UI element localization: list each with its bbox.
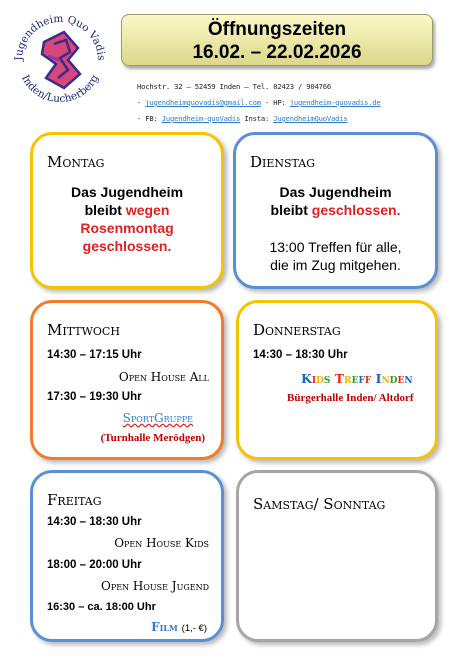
wednesday-location2: (Turnhalle Merödgen) [100, 432, 205, 444]
tuesday-line1: Das Jugendheim [279, 184, 392, 200]
thursday-location1: Bürgerhalle Inden/ Altdorf [287, 392, 414, 404]
monday-line4: geschlossen. [82, 238, 172, 254]
wednesday-event1: Open House All [118, 370, 209, 384]
kids-letter: i [311, 371, 317, 386]
monday-line2 [33, 201, 221, 219]
kids-letter: e [397, 371, 405, 386]
page-title: Öffnungszeiten [207, 19, 347, 40]
monday-line3: Rosenmontag [80, 220, 174, 236]
tuesday-line2 [236, 201, 435, 219]
friday-event2: Open House Jugend [101, 579, 209, 593]
wednesday-time2: 17:30 – 19:30 Uhr [47, 391, 142, 403]
kids-letter: T [334, 371, 345, 386]
kids-letter: d [389, 371, 398, 386]
wednesday-event2: SportGruppe [122, 411, 193, 425]
kids-letter: n [381, 371, 390, 386]
tuesday-line3: 13:00 Treffen für alle, [269, 239, 402, 255]
card-thursday [236, 300, 438, 460]
facebook-link[interactable]: Jugendheim-quoVadis [161, 114, 241, 123]
title-banner [121, 14, 433, 66]
kids-letter: r [344, 371, 352, 386]
logo [8, 8, 112, 112]
card-friday [30, 470, 224, 642]
kids-letter: I [375, 371, 382, 386]
card-wednesday [30, 300, 224, 460]
day-title-tuesday: Dienstag [250, 153, 316, 171]
kids-letter: s [323, 371, 331, 386]
address-line: Hochstr. 32 – 52459 Inden – Tel. 02423 / 904766 [137, 82, 331, 91]
friday-time2: 18:00 – 20:00 Uhr [47, 559, 142, 571]
logo-arc-bottom: Inden/Lucherberg [18, 72, 102, 106]
friday-event1: Open House Kids [114, 536, 209, 550]
logo-arc-top: Jugendheim Quo Vadis [12, 12, 108, 61]
kids-letter: e [351, 371, 359, 386]
homepage-link[interactable]: jugendheim-quovadis.de [289, 98, 381, 107]
friday-time1: 14:30 – 18:30 Uhr [47, 516, 142, 528]
kids-letter: n [404, 371, 413, 386]
kids-letter: d [316, 371, 324, 386]
kids-letter: K [301, 371, 312, 386]
wednesday-time1: 14:30 – 17:15 Uhr [47, 349, 142, 361]
instagram-link[interactable]: JugendheimQuoVadis [273, 114, 348, 123]
kids-letter: f [358, 371, 365, 386]
contact-hp-label: - HP: [260, 98, 290, 107]
contact-prefix: - [137, 98, 146, 107]
monday-line1: Das Jugendheim [70, 184, 184, 200]
tuesday-line2-red: geschlossen. [311, 202, 401, 218]
monday-line2-red: wegen [125, 202, 170, 218]
day-title-wednesday: Mittwoch [47, 321, 120, 339]
card-tuesday [233, 132, 438, 289]
friday-film: Film [151, 620, 178, 634]
date-range: 16.02. – 22.02.2026 [192, 42, 362, 63]
thursday-event1 [301, 371, 413, 386]
day-title-monday: Montag [47, 153, 105, 171]
monday-line2-text: bleibt [84, 202, 126, 218]
contact-line-social [137, 114, 348, 123]
tuesday-line4: die im Zug mitgehen. [270, 257, 401, 273]
tuesday-line2-text: bleibt [270, 202, 312, 218]
day-title-weekend: Samstag/ Sonntag [253, 495, 386, 513]
day-title-friday: Freitag [47, 491, 102, 509]
friday-event3 [151, 620, 207, 634]
kids-letter: f [364, 371, 372, 386]
email-link[interactable]: jugendheimquovadis@gmail.com [145, 98, 261, 107]
friday-time3: 16:30 – ca. 18:00 Uhr [47, 601, 156, 613]
card-weekend [236, 470, 438, 642]
card-monday [30, 132, 224, 289]
contact-insta-label: Insta: [240, 114, 274, 123]
friday-film-price: (1,- €) [181, 623, 207, 634]
contact-fb-label: - FB: [137, 114, 162, 123]
thursday-time1: 14:30 – 18:30 Uhr [253, 349, 348, 361]
contact-line-web [137, 98, 381, 107]
day-title-thursday: Donnerstag [253, 321, 341, 339]
